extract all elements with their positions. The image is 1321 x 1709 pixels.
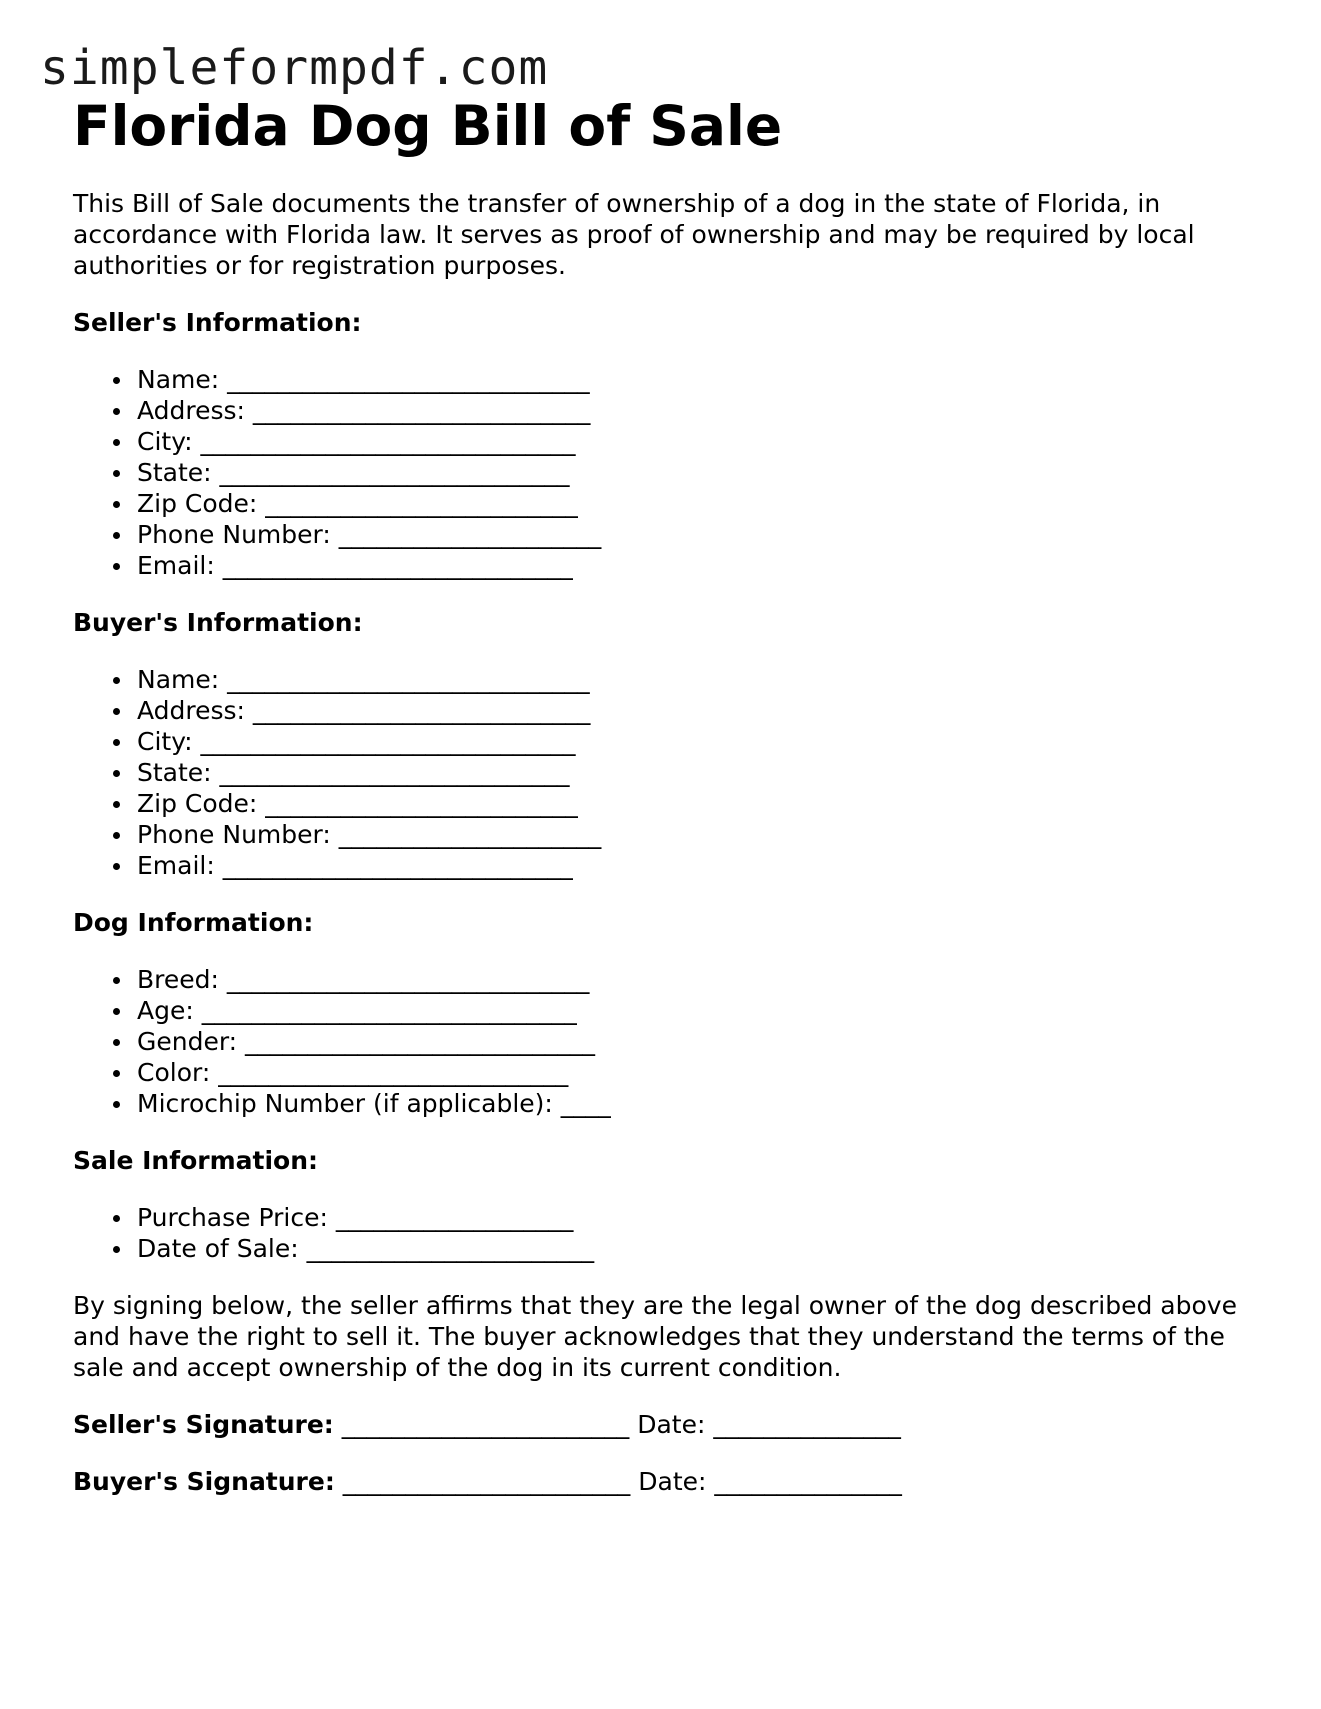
seller-info-list — [73, 364, 1253, 581]
buyer-name-field[interactable]: Name: _____________________________ — [137, 664, 1253, 695]
buyer-email-field[interactable]: Email: ____________________________ — [137, 850, 1253, 881]
dog-color-field[interactable]: Color: ____________________________ — [137, 1057, 1253, 1088]
sale-info-list — [73, 1202, 1253, 1264]
buyer-info-heading: Buyer's Information: — [73, 608, 363, 637]
buyer-info-list — [73, 664, 1253, 881]
seller-signature-row[interactable] — [73, 1409, 1253, 1440]
buyer-signature-label: Buyer's Signature: — [73, 1467, 335, 1496]
seller-address-field[interactable]: Address: ___________________________ — [137, 395, 1253, 426]
watermark: simpleformpdf.com — [40, 40, 549, 96]
seller-state-field[interactable]: State: ____________________________ — [137, 457, 1253, 488]
purchase-price-field[interactable]: Purchase Price: ___________________ — [137, 1202, 1253, 1233]
seller-name-field[interactable]: Name: _____________________________ — [137, 364, 1253, 395]
document-body — [73, 92, 1253, 1497]
sale-info-heading: Sale Information: — [73, 1146, 318, 1175]
buyer-state-field[interactable]: State: ____________________________ — [137, 757, 1253, 788]
date-of-sale-field[interactable]: Date of Sale: _______________________ — [137, 1233, 1253, 1264]
dog-gender-field[interactable]: Gender: ____________________________ — [137, 1026, 1253, 1057]
dog-breed-field[interactable]: Breed: _____________________________ — [137, 964, 1253, 995]
seller-signature-label: Seller's Signature: — [73, 1410, 334, 1439]
dog-microchip-field[interactable]: Microchip Number (if applicable): ____ — [137, 1088, 1253, 1119]
dog-info-heading: Dog Information: — [73, 908, 314, 937]
buyer-signature-row[interactable] — [73, 1466, 1253, 1497]
buyer-zip-field[interactable]: Zip Code: _________________________ — [137, 788, 1253, 819]
closing-paragraph: By signing below, the seller affirms that they are the legal owner of the dog described above and have the right to sell it. The buyer acknowledges that they understand the terms of the sale and accept ownership of the dog in its current condition. — [73, 1291, 1237, 1382]
buyer-city-field[interactable]: City: ______________________________ — [137, 726, 1253, 757]
seller-signature-line[interactable]: _______________________ Date: _______________ — [341, 1410, 901, 1439]
seller-email-field[interactable]: Email: ____________________________ — [137, 550, 1253, 581]
dog-age-field[interactable]: Age: ______________________________ — [137, 995, 1253, 1026]
seller-info-heading: Seller's Information: — [73, 308, 362, 337]
seller-zip-field[interactable]: Zip Code: _________________________ — [137, 488, 1253, 519]
seller-city-field[interactable]: City: ______________________________ — [137, 426, 1253, 457]
buyer-signature-line[interactable]: _______________________ Date: _______________ — [342, 1467, 902, 1496]
seller-phone-field[interactable]: Phone Number: _____________________ — [137, 519, 1253, 550]
buyer-phone-field[interactable]: Phone Number: _____________________ — [137, 819, 1253, 850]
buyer-address-field[interactable]: Address: ___________________________ — [137, 695, 1253, 726]
intro-paragraph: This Bill of Sale documents the transfer of ownership of a dog in the state of Florida, in accordance with Florida law. It serves as proof of ownership and may be required by local authorities or for registration purposes. — [73, 189, 1195, 280]
page-title: Florida Dog Bill of Sale — [73, 94, 783, 158]
dog-info-list — [73, 964, 1253, 1119]
